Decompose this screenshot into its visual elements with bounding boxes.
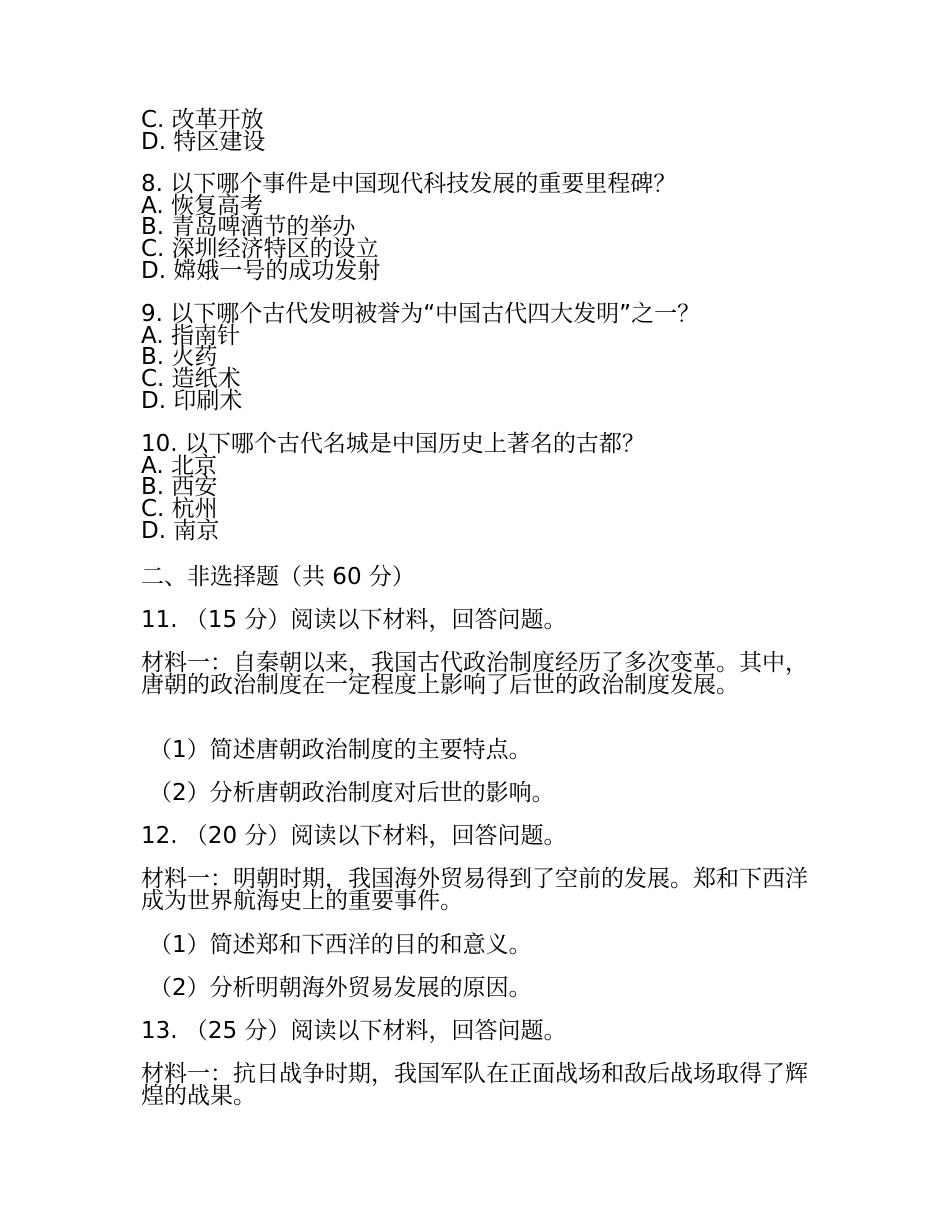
question-11-material: 材料一：自秦朝以来，我国古代政治制度经历了多次变革。其中，唐朝的政治制度在一定程度上影响了后世的政治制度发展。 <box>141 650 808 698</box>
question-11-sub-2: （2）分析唐朝政治制度对后世的影响。 <box>149 780 555 806</box>
option-c: C. 杭州 <box>141 496 218 523</box>
option-d: D. 嫦娥一号的成功发射 <box>141 257 381 284</box>
question-text: 9. 以下哪个古代发明被誉为“中国古代四大发明”之一？ <box>141 301 701 327</box>
question-11-header: 11. （15 分）阅读以下材料，回答问题。 <box>141 607 567 633</box>
question-12-sub-1: （1）简述郑和下西洋的目的和意义。 <box>149 932 532 958</box>
option-a: A. 恢复高考 <box>141 192 263 219</box>
option-c: C. 改革开放 <box>141 107 264 133</box>
question-13-header: 13. （25 分）阅读以下材料，回答问题。 <box>141 1018 567 1044</box>
question-11-sub-1: （1）简述唐朝政治制度的主要特点。 <box>149 737 532 763</box>
question-text: 10. 以下哪个古代名城是中国历史上著名的古都？ <box>141 431 645 457</box>
option-b: B. 青岛啤酒节的举办 <box>141 214 356 241</box>
question-8 <box>141 171 821 284</box>
option-b: B. 西安 <box>141 474 218 501</box>
question-text: 8. 以下哪个事件是中国现代科技发展的重要里程碑？ <box>141 171 677 197</box>
question-7-options <box>141 107 821 155</box>
option-d: D. 印刷术 <box>141 387 243 414</box>
option-c: C. 深圳经济特区的设立 <box>141 236 379 263</box>
section-heading: 二、非选择题（共 60 分） <box>141 564 415 590</box>
option-d: D. 特区建设 <box>141 128 266 155</box>
question-13-material: 材料一：抗日战争时期，我国军队在正面战场和敌后战场取得了辉煌的战果。 <box>141 1061 808 1109</box>
question-12-sub-2: （2）分析明朝海外贸易发展的原因。 <box>149 975 532 1001</box>
question-12-header: 12. （20 分）阅读以下材料，回答问题。 <box>141 823 567 849</box>
option-a: A. 北京 <box>141 452 217 479</box>
option-c: C. 造纸术 <box>141 366 241 393</box>
option-b: B. 火药 <box>141 344 218 371</box>
question-9 <box>141 301 821 414</box>
option-d: D. 南京 <box>141 517 220 544</box>
question-10 <box>141 431 821 544</box>
option-a: A. 指南针 <box>141 322 240 349</box>
question-12-material: 材料一：明朝时期，我国海外贸易得到了空前的发展。郑和下西洋成为世界航海史上的重要事件。 <box>141 866 808 914</box>
